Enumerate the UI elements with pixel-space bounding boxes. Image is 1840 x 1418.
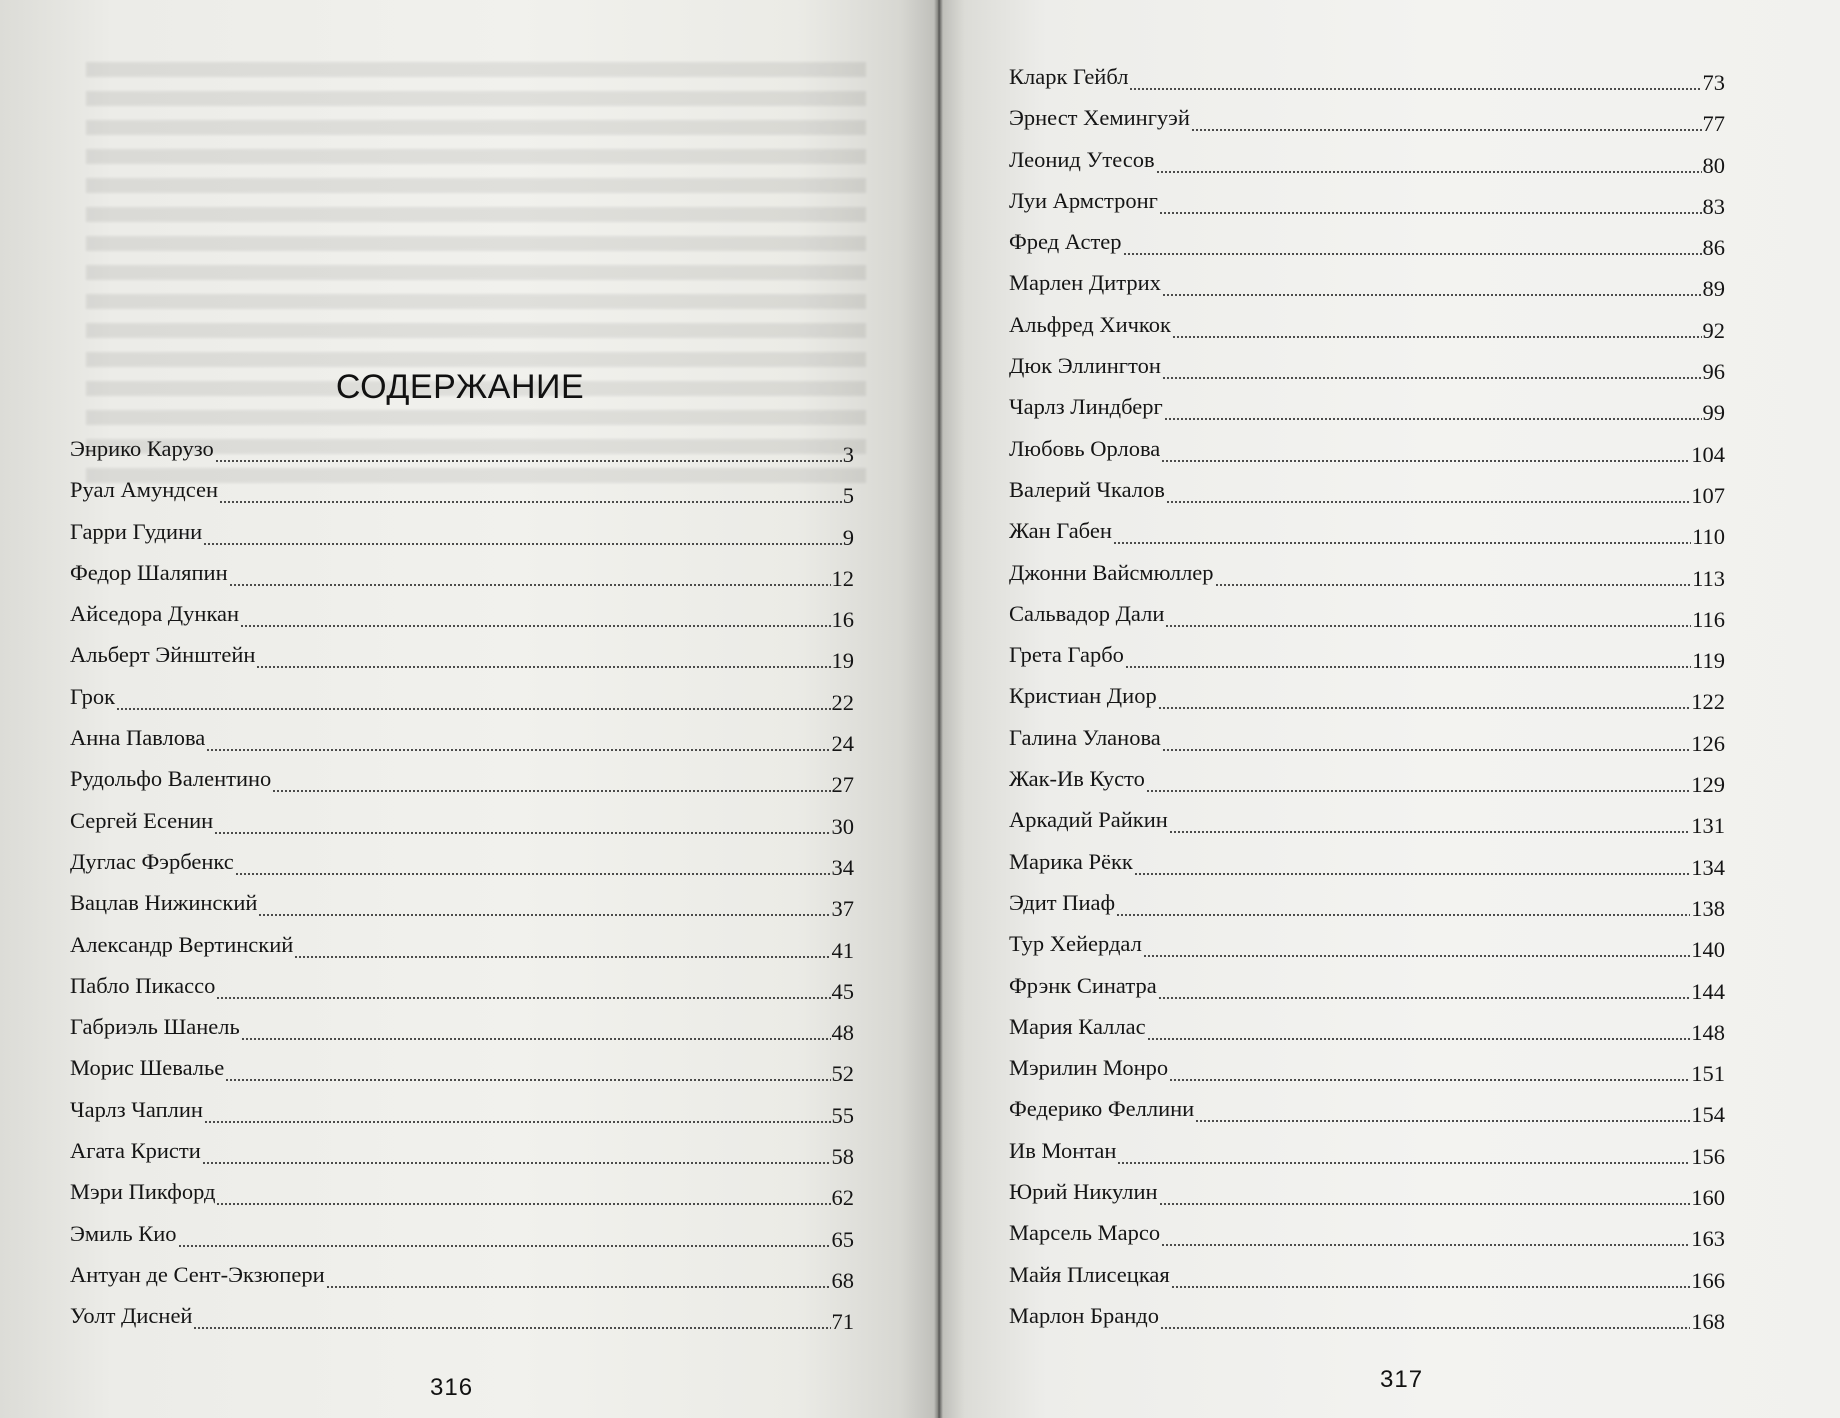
toc-entry-name: Юрий Никулин (1009, 1179, 1158, 1205)
toc-entry (1009, 188, 1725, 229)
toc-entry-page: 86 (1702, 235, 1725, 261)
toc-dot-leader (1166, 501, 1690, 503)
toc-entry-name: Альфред Хичкок (1009, 311, 1171, 337)
toc-entry-page: 37 (831, 896, 854, 922)
toc-dot-leader (1123, 253, 1702, 255)
toc-entry-name: Руал Амундсен (70, 477, 219, 503)
toc-entry-page: 48 (831, 1020, 854, 1046)
toc-entry-page: 19 (831, 648, 854, 674)
toc-entry (70, 1014, 854, 1055)
toc-dot-leader (116, 708, 830, 710)
toc-entry (1009, 353, 1725, 394)
toc-entry (70, 766, 854, 807)
toc-entry (70, 1303, 854, 1344)
toc-entry-name: Сергей Есенин (70, 807, 214, 833)
toc-entry-name: Эрнест Хемингуэй (1009, 105, 1190, 131)
toc-entry-name: Мэри Пикфорд (70, 1179, 216, 1205)
toc-entry (1009, 105, 1725, 146)
toc-entry (70, 890, 854, 931)
toc-entry (70, 1221, 854, 1262)
toc-entry (1009, 229, 1725, 270)
toc-entry-page: 71 (831, 1309, 854, 1335)
toc-entry-page: 92 (1702, 317, 1725, 343)
toc-entry-name: Эдит Пиаф (1009, 889, 1116, 915)
toc-dot-leader (216, 1203, 830, 1205)
toc-dot-leader (1159, 1203, 1691, 1205)
toc-entry-name: Кларк Гейбл (1009, 64, 1129, 89)
toc-entry-name: Вацлав Нижинский (70, 890, 258, 916)
bleed-through-text (86, 62, 866, 492)
toc-dot-leader (193, 1327, 830, 1329)
toc-dot-leader (272, 790, 830, 792)
toc-entry-page: 80 (1702, 152, 1725, 178)
toc-entry (1009, 683, 1725, 724)
toc-entry (70, 477, 854, 518)
toc-entry-name: Дюк Эллингтон (1009, 353, 1161, 379)
toc-entry (70, 436, 854, 477)
toc-entry (1009, 64, 1725, 105)
toc-entry-name: Габриэль Шанель (70, 1014, 240, 1040)
toc-entry (1009, 973, 1725, 1014)
toc-entry (1009, 1055, 1725, 1096)
toc-entry-name: Федерико Феллини (1009, 1096, 1195, 1122)
toc-dot-leader (1165, 625, 1691, 627)
toc-entry-page: 3 (842, 442, 854, 467)
toc-entry-page: 119 (1692, 648, 1725, 674)
toc-entry-name: Дуглас Фэрбенкс (70, 848, 234, 874)
toc-entry (70, 725, 854, 766)
toc-entry (1009, 1262, 1725, 1303)
toc-entry-name: Галина Уланова (1009, 724, 1161, 750)
toc-entry-page: 77 (1702, 111, 1725, 137)
toc-entry (70, 519, 854, 560)
toc-entry-page: 52 (831, 1061, 854, 1087)
toc-entry-name: Агата Кристи (70, 1138, 201, 1164)
toc-dot-leader (1156, 171, 1702, 173)
toc-dot-leader (241, 1038, 831, 1040)
toc-entry (1009, 270, 1725, 311)
toc-entry-page: 9 (842, 524, 854, 550)
toc-entry-name: Жан Габен (1009, 518, 1112, 544)
toc-entry-page: 163 (1691, 1226, 1725, 1252)
toc-entry-page: 16 (831, 607, 854, 633)
toc-dot-leader (256, 666, 830, 668)
toc-entry-name: Тур Хейердал (1009, 931, 1142, 957)
toc-entry-page: 144 (1691, 978, 1725, 1004)
toc-entry (1009, 477, 1725, 518)
toc-entry-name: Джонни Вайсмюллер (1009, 559, 1214, 585)
toc-entry-page: 34 (831, 854, 854, 880)
toc-entry-name: Антуан де Сент-Экзюпери (70, 1261, 325, 1287)
toc-entry (1009, 1179, 1725, 1220)
toc-entry-name: Айседора Дункан (70, 601, 240, 627)
toc-entry-name: Пабло Пикассо (70, 972, 216, 998)
toc-dot-leader (225, 1079, 830, 1081)
toc-dot-leader (235, 873, 831, 875)
toc-entry-name: Луи Армстронг (1009, 187, 1158, 213)
toc-dot-leader (203, 543, 842, 545)
toc-entry-name: Марлон Брандо (1009, 1302, 1159, 1328)
toc-entry-page: 5 (842, 483, 854, 509)
toc-entry (70, 1138, 854, 1179)
toc-entry (70, 1055, 854, 1096)
toc-entry-page: 89 (1702, 276, 1725, 302)
toc-dot-leader (1215, 584, 1692, 586)
toc-entry-page: 156 (1691, 1143, 1725, 1169)
toc-dot-leader (294, 956, 830, 958)
toc-entry (1009, 601, 1725, 642)
toc-entry-name: Леонид Утесов (1009, 146, 1155, 172)
toc-dot-leader (1117, 1162, 1690, 1164)
toc-entry-page: 68 (831, 1267, 854, 1293)
toc-dot-leader (1169, 1079, 1690, 1081)
toc-dot-leader (1191, 129, 1702, 131)
toc-entry (70, 1179, 854, 1220)
toc-entry-page: 27 (831, 772, 854, 798)
toc-entry-name: Сальвадор Дали (1009, 600, 1165, 626)
toc-entry-name: Мэрилин Монро (1009, 1055, 1169, 1081)
toc-dot-leader (1162, 749, 1690, 751)
toc-entry-page: 62 (831, 1185, 854, 1211)
toc-entry-page: 30 (831, 813, 854, 839)
page-number-left: 316 (430, 1374, 474, 1401)
toc-entry-page: 134 (1691, 854, 1725, 880)
toc-entry (1009, 560, 1725, 601)
toc-entry-name: Майя Плисецкая (1009, 1261, 1170, 1287)
toc-dot-leader (216, 997, 830, 999)
page-number-right: 317 (1380, 1366, 1424, 1393)
right-page (938, 0, 1840, 1418)
toc-list-left (70, 436, 854, 1345)
toc-entry-page: 148 (1691, 1019, 1725, 1045)
toc-entry-name: Фрэнк Синатра (1009, 972, 1157, 998)
toc-dot-leader (1134, 873, 1690, 875)
book-gutter (934, 0, 943, 1418)
toc-entry-page: 151 (1691, 1061, 1725, 1087)
toc-entry (1009, 1096, 1725, 1137)
toc-dot-leader (1147, 1038, 1691, 1040)
toc-dot-leader (219, 501, 842, 503)
toc-entry (1009, 436, 1725, 477)
toc-entry (70, 1262, 854, 1303)
toc-dot-leader (1162, 377, 1702, 379)
toc-dot-leader (1125, 666, 1691, 668)
toc-entry (70, 601, 854, 642)
toc-dot-leader (1143, 955, 1690, 957)
toc-entry-page: 41 (831, 937, 854, 963)
toc-dot-leader (1169, 831, 1690, 833)
toc-entry-name: Мария Каллас (1009, 1013, 1146, 1039)
toc-entry-page: 96 (1702, 359, 1725, 385)
toc-entry (1009, 312, 1725, 353)
toc-entry-page: 104 (1691, 441, 1725, 467)
toc-entry-page: 129 (1691, 772, 1725, 798)
toc-entry-page: 107 (1691, 482, 1725, 508)
toc-entry-name: Грок (70, 683, 116, 709)
toc-entry-name: Чарлз Чаплин (70, 1096, 203, 1122)
toc-entry (70, 849, 854, 890)
toc-dot-leader (1171, 1286, 1691, 1288)
toc-title: СОДЕРЖАНИЕ (335, 368, 585, 406)
toc-dot-leader (1160, 1327, 1690, 1329)
toc-entry-name: Гарри Гудини (70, 518, 203, 544)
toc-entry (1009, 147, 1725, 188)
toc-entry (70, 560, 854, 601)
toc-entry-name: Ив Монтан (1009, 1137, 1117, 1163)
toc-dot-leader (1162, 294, 1702, 296)
toc-entry (1009, 849, 1725, 890)
toc-entry-page: 122 (1691, 689, 1725, 715)
toc-entry-name: Любовь Орлова (1009, 435, 1161, 461)
toc-dot-leader (1161, 460, 1690, 462)
toc-entry-page: 45 (831, 978, 854, 1004)
toc-entry-name: Марлен Дитрих (1009, 270, 1161, 296)
toc-dot-leader (215, 460, 842, 462)
toc-dot-leader (1129, 88, 1701, 90)
toc-entry-page: 22 (831, 689, 854, 715)
toc-entry-name: Уолт Дисней (70, 1303, 193, 1329)
toc-entry-page: 138 (1691, 895, 1725, 921)
toc-entry-name: Федор Шаляпин (70, 559, 228, 585)
toc-entry (1009, 642, 1725, 683)
toc-dot-leader (1159, 212, 1702, 214)
toc-entry-page: 116 (1692, 606, 1725, 632)
toc-entry-name: Кристиан Диор (1009, 683, 1157, 709)
toc-dot-leader (1161, 1244, 1690, 1246)
toc-entry-name: Марсель Марсо (1009, 1220, 1161, 1246)
toc-entry-name: Фред Астер (1009, 229, 1122, 255)
toc-entry-page: 73 (1702, 70, 1725, 95)
toc-entry (1009, 1220, 1725, 1261)
toc-dot-leader (1146, 790, 1690, 792)
toc-entry-page: 168 (1691, 1308, 1725, 1334)
toc-dot-leader (1158, 997, 1691, 999)
toc-entry-page: 99 (1702, 400, 1725, 426)
toc-entry (1009, 931, 1725, 972)
toc-dot-leader (1113, 542, 1691, 544)
toc-dot-leader (240, 625, 830, 627)
toc-entry (70, 684, 854, 725)
toc-entry-name: Эмиль Кио (70, 1220, 177, 1246)
toc-entry (1009, 807, 1725, 848)
toc-entry (1009, 725, 1725, 766)
toc-entry-name: Валерий Чкалов (1009, 476, 1165, 502)
toc-entry-page: 166 (1691, 1267, 1725, 1293)
toc-entry-page: 140 (1691, 937, 1725, 963)
toc-entry (1009, 518, 1725, 559)
toc-entry (1009, 890, 1725, 931)
toc-entry (1009, 394, 1725, 435)
toc-entry-page: 126 (1691, 730, 1725, 756)
toc-dot-leader (1172, 336, 1702, 338)
toc-entry-name: Энрико Карузо (70, 436, 214, 461)
toc-entry-name: Морис Шевалье (70, 1055, 225, 1081)
toc-entry-name: Александр Вертинский (70, 931, 294, 957)
toc-entry (70, 932, 854, 973)
toc-entry-page: 24 (831, 731, 854, 757)
toc-entry (70, 808, 854, 849)
toc-entry-page: 65 (831, 1226, 854, 1252)
toc-entry-page: 12 (831, 565, 854, 591)
toc-entry-name: Аркадий Райкин (1009, 807, 1168, 833)
toc-entry (1009, 1014, 1725, 1055)
toc-entry-name: Марика Рёкк (1009, 848, 1133, 874)
toc-entry-page: 58 (831, 1144, 854, 1170)
toc-dot-leader (1116, 914, 1690, 916)
toc-entry-name: Грета Гарбо (1009, 642, 1124, 668)
toc-entry (1009, 1303, 1725, 1344)
toc-dot-leader (1164, 418, 1702, 420)
toc-dot-leader (326, 1286, 831, 1288)
toc-entry (1009, 1138, 1725, 1179)
toc-entry (70, 1097, 854, 1138)
toc-entry-page: 131 (1691, 813, 1725, 839)
toc-entry-page: 160 (1691, 1185, 1725, 1211)
toc-dot-leader (178, 1245, 831, 1247)
toc-entry-name: Рудольфо Валентино (70, 766, 272, 792)
toc-entry (70, 642, 854, 683)
toc-dot-leader (202, 1162, 831, 1164)
toc-entry (70, 973, 854, 1014)
toc-list-right (1009, 64, 1725, 1344)
toc-dot-leader (214, 832, 830, 834)
toc-entry-name: Анна Павлова (70, 725, 206, 751)
toc-entry-page: 83 (1702, 193, 1725, 219)
toc-dot-leader (204, 1121, 831, 1123)
toc-entry-name: Жак-Ив Кусто (1009, 766, 1145, 792)
toc-entry-page: 55 (831, 1102, 854, 1128)
toc-entry-page: 154 (1691, 1102, 1725, 1128)
toc-entry (1009, 766, 1725, 807)
toc-dot-leader (1158, 707, 1691, 709)
toc-entry-name: Альберт Эйнштейн (70, 642, 256, 668)
toc-dot-leader (229, 584, 831, 586)
toc-dot-leader (258, 914, 830, 916)
toc-dot-leader (206, 749, 830, 751)
toc-entry-page: 110 (1692, 524, 1725, 550)
toc-dot-leader (1195, 1120, 1690, 1122)
toc-entry-name: Чарлз Линдберг (1009, 394, 1163, 420)
toc-entry-page: 113 (1692, 565, 1725, 591)
